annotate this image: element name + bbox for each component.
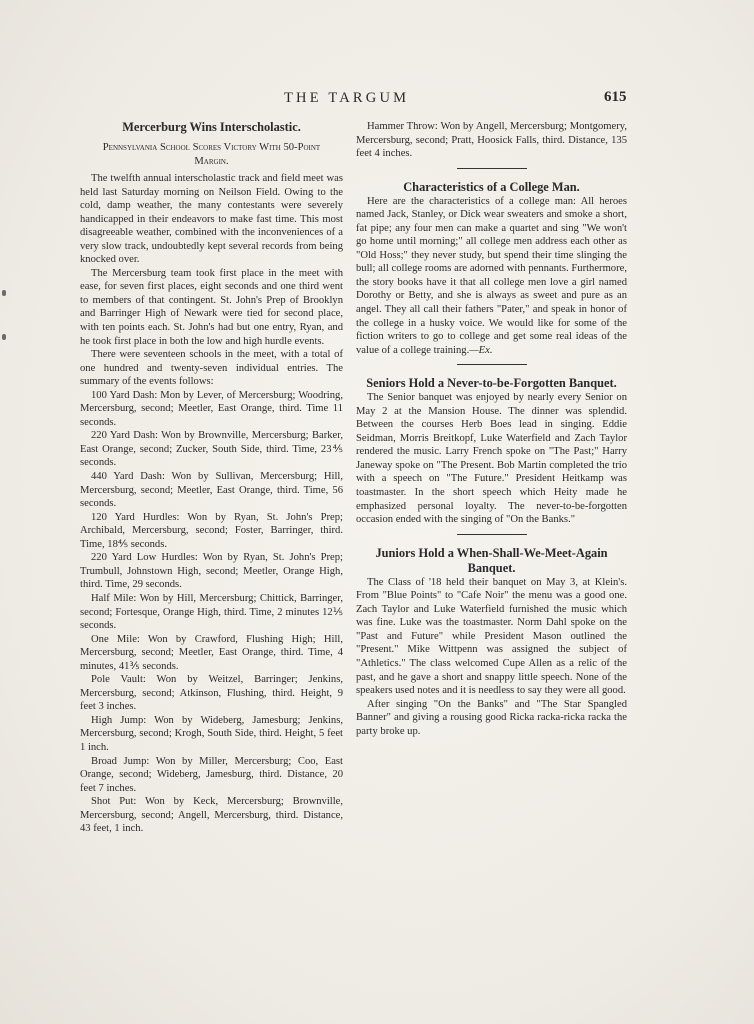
page-edge-mark	[2, 290, 6, 296]
event-result-continued: Hammer Throw: Won by Angell, Mercersburg; Montgomery, Mercersburg, second; Pratt, Hoosick Falls, third. Distance, 135 feet 4 inches.	[356, 121, 627, 160]
event-result: 120 Yard Hurdles: Won by Ryan, St. John's Prep; Archibald, Mercersburg, second; Foster, Barringer, third. Time, 18⅘ seconds.	[80, 511, 343, 550]
event-result: Shot Put: Won by Keck, Mercersburg; Brownville, Mercersburg, second; Angell, Mercersburg, third. Distance, 43 feet, 1 inch.	[80, 796, 343, 835]
article-headline: Characteristics of a College Man.	[403, 179, 580, 194]
article-headline: Juniors Hold a When-Shall-We-Meet-Again Banquet.	[375, 545, 608, 575]
section-divider	[457, 364, 527, 365]
event-result: One Mile: Won by Crawford, Flushing High; Hill, Mercersburg, second; Meetler, East Orange, third. Time, 4 minutes, 41⅗ seconds.	[80, 633, 343, 672]
event-result: 100 Yard Dash: Mon by Lever, of Mercersburg; Woodring, Mercersburg, second; Meetler, East Orange, third. Time 11 seconds.	[80, 389, 343, 428]
left-column	[80, 120, 343, 836]
event-result: 220 Yard Low Hurdles: Won by Ryan, St. John's Prep; Trumbull, Johnstown High, second; Meetler, Orange High, third. Time, 29 seconds.	[80, 552, 343, 591]
article-paragraph: The Senior banquet was enjoyed by nearly every Senior on May 2 at the Mansion House. The dinner was splendid. Between the courses Herb Boes lead in singing. Eddie Seidman, Morris Breitkopf, Luke Waterfield and Zach Taylor rendered the music. Larry French spoke on "The Past;" Harry Janeway spoke on "The Present. Bob Martin completed the trio with a speech on "The Future." President Heitkamp was toastmaster. In the short speech which Heity made he emphasized personal loyalty. The never-to-be-forgotten occasion ended with the singing of "On the Banks."	[356, 392, 627, 526]
page-edge-mark	[2, 334, 6, 340]
event-result: Broad Jump: Won by Miller, Mercersburg; Coo, East Orange, second; Wideberg, Jamesburg, third. Distance, 20 feet 7 inches.	[80, 755, 343, 794]
right-column	[356, 120, 627, 738]
event-result: Half Mile: Won by Hill, Mercersburg; Chittick, Barringer, second; Fortesque, Orange High, third. Time, 2 minutes 12⅕ seconds.	[80, 592, 343, 632]
article-paragraph: The twelfth annual interscholastic track and field meet was held last Saturday morning on Neilson Field. Owing to the cold, damp weather, the many contestants were severely handicapped in their endeavors to make fast time. This most disagreeable weather, combined with the inconveniences of a very slow track, undoubtedly kept several records from being knocked over.	[80, 173, 343, 266]
section-divider	[457, 168, 527, 169]
article-subheadline: Pennsylvania School Scores Victory With 50-Point Margin.	[102, 142, 321, 167]
article-paragraph: The Class of '18 held their banquet on May 3, at Klein's. From "Blue Points" to "Cafe Noir" the menu was a good one. Zach Taylor and Luke Waterfield furnished the music which was fine. Luke was the toastmaster. Norm Dahl spoke on the "Past and Future" while President Mason outlined the "Present." Mike Wittpenn was assigned the subject of "Athletics." The class welcomed Cupe Allen as a relic of the past, and he gave a short and snappy little speech. None of the speakers used notes and it is needless to say they were all good.	[356, 576, 627, 697]
article-signature: —Ex.	[469, 344, 493, 356]
running-title: THE TARGUM	[284, 90, 410, 106]
running-head	[0, 90, 754, 110]
article-headline: Seniors Hold a Never-to-be-Forgotten Banquet.	[366, 376, 617, 391]
article-paragraph: The Mercersburg team took first place in the meet with ease, for seven first places, eight seconds and one third went to members of that contingent. St. John's Prep of Brooklyn and Barringer High of Newark were tied for second place, with ten points each. St. John's had but one entry, Ryan, and he took first place in both the low and high hurdle events.	[80, 267, 343, 347]
event-result: 220 Yard Dash: Won by Brownville, Mercersburg; Barker, East Orange, second; Zucker, South Side, third. Time, 23⅘ seconds.	[80, 430, 343, 469]
article-paragraph: There were seventeen schools in the meet, with a total of one hundred and twenty-seven individual entries. The summary of the events follows:	[80, 349, 343, 388]
event-result: Pole Vault: Won by Weitzel, Barringer; Jenkins, Mercersburg, second; Atkinson, Flushing, third. Height, 9 feet 3 inches.	[80, 674, 343, 713]
event-result: 440 Yard Dash: Won by Sullivan, Mercersburg; Hill, Mercersburg, second; Meetler, East Orange, third. Time, 56 seconds.	[80, 471, 343, 510]
article-headline: Mercerburg Wins Interscholastic.	[122, 120, 301, 134]
section-divider	[457, 534, 527, 535]
event-result: High Jump: Won by Wideberg, Jamesburg; Jenkins, Mercersburg, second; Krogh, South Side, third. Height, 5 feet 1 inch.	[80, 714, 343, 753]
page-number: 615	[604, 89, 627, 105]
article-paragraph: Here are the characteristics of a college man: All heroes named Jack, Stanley, or Dick wear sweaters and smoke a short, fat pipe; any four men can make a quartet and sing "We won't go home until morning;" all college men address each other as "Old Hoss;" they never study, but spend their time slinging the bull; all college rooms are adorned with pennants. Furthermore, the story books have it that all college men love a girl named Dorothy or Betty, and she is always as sweet and pure as an angel. They all call their fathers "Pater," and speak in honor of the college in a husky voice. We would like for some of the fiction writers to go to college and get some real ideas of the value of a college training.—Ex.	[356, 195, 627, 356]
article-paragraph: After singing "On the Banks" and "The Star Spangled Banner" and giving a rousing good Ricka racka-ricka racka the party broke up.	[356, 698, 627, 737]
